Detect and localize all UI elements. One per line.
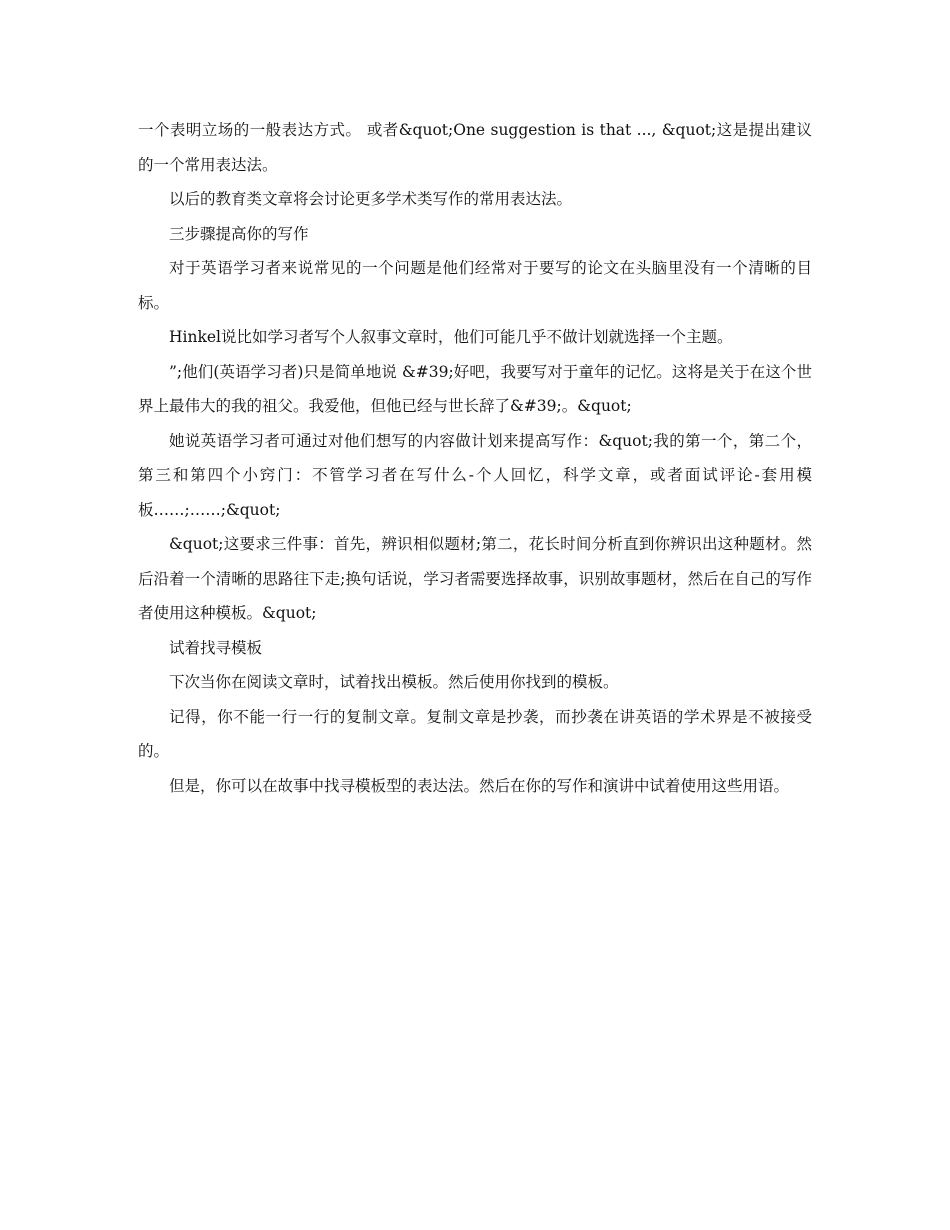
section-heading-three-steps: 三步骤提高你的写作 (169, 224, 309, 243)
section-heading-find-template: 试着找寻模板 (169, 638, 263, 657)
document-body (138, 113, 812, 803)
paragraph-4: 对于英语学习者来说常见的一个问题是他们经常对于要写的论文在头脑里没有一个清晰的目标。 (138, 259, 812, 312)
paragraph-11: 记得，你不能一行一行的复制文章。复制文章是抄袭，而抄袭在讲英语的学术界是不被接受的。 (138, 707, 812, 760)
paragraph-2: 以后的教育类文章将会讨论更多学术类写作的常用表达法。 (169, 190, 573, 208)
paragraph-8: &quot;这要求三件事：首先，辨识相似题材;第二，花长时间分析直到你辨识出这种题材。然后沿着一个清晰的思路往下走;换句话说，学习者需要选择故事，识别故事题材，然后在自己的写作者使用这种模板。&quot; (138, 535, 812, 622)
paragraph-6: ”;他们(英语学习者)只是简单地说 &#39;好吧，我要写对于童年的记忆。这将是关于在这个世界上最伟大的我的祖父。我爱他，但他已经与世长辞了&#39;。&quot; (138, 362, 812, 415)
paragraph-5: Hinkel说比如学习者写个人叙事文章时，他们可能几乎不做计划就选择一个主题。 (169, 328, 733, 346)
paragraph-7: 她说英语学习者可通过对他们想写的内容做计划来提高写作：&quot;我的第一个，第二个，第三和第四个小窍门：不管学习者在写什么-个人回忆，科学文章，或者面试评论-套用模板……;……;&quot; (138, 431, 812, 519)
paragraph-1: 一个表明立场的一般表达方式。 或者&quot;One suggestion is that ..., &quot;这是提出建议的一个常用表达法。 (138, 121, 812, 174)
paragraph-12: 但是，你可以在故事中找寻模板型的表达法。然后在你的写作和演讲中试着使用这些用语。 (169, 776, 790, 795)
paragraph-10: 下次当你在阅读文章时，试着找出模板。然后使用你找到的模板。 (169, 673, 619, 691)
